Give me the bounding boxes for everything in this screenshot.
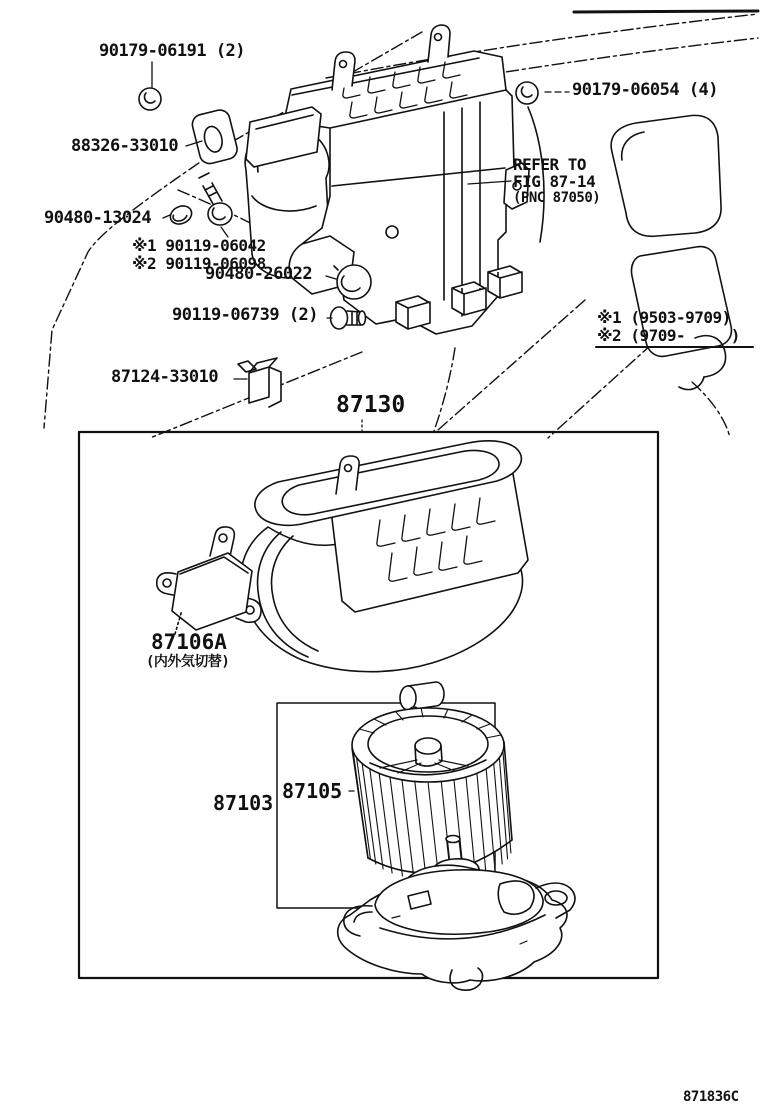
servo-87106A-drawing <box>157 527 261 634</box>
callout-grommet-center: 90480-26022 <box>205 264 313 284</box>
refer-note-line3: (PNC 87050) <box>513 190 601 206</box>
callout-servo: 87106A <box>151 630 227 654</box>
callout-screw-alt2: ※2 90119-06098 <box>132 254 266 273</box>
blower-case-drawing <box>241 441 528 672</box>
callout-bolt: 90119-06739 (2) <box>172 305 319 325</box>
fan-wheel-drawing <box>352 708 512 881</box>
callout-nut-upper-right: 90179-06054 (4) <box>572 80 719 100</box>
callout-pad: 88326-33010 <box>71 136 179 156</box>
callout-grommet-left: 90480-13024 <box>44 208 152 228</box>
callout-screw-alt1: ※1 90119-06042 <box>132 236 266 255</box>
heater-unit-drawing <box>245 25 529 334</box>
callout-fan: 87105 <box>282 779 343 803</box>
refer-note-line2: FIG 87-14 <box>513 172 596 191</box>
callout-clip: 87124-33010 <box>111 367 219 387</box>
callout-servo-sub-jp: (内外気切替) <box>146 654 230 670</box>
refer-note-line1: REFER TO <box>513 155 587 174</box>
assembly-label-87130: 87130 <box>336 392 406 418</box>
callout-blower-with-motor: 87103 <box>213 791 274 815</box>
applicability-note-2: ※2 (9709- ) <box>597 326 740 345</box>
figure-code: 871836C <box>683 1089 739 1105</box>
applicability-note-1: ※1 (9503-9709) <box>597 308 731 327</box>
callout-nut-upper-left: 90179-06191 (2) <box>99 41 246 61</box>
